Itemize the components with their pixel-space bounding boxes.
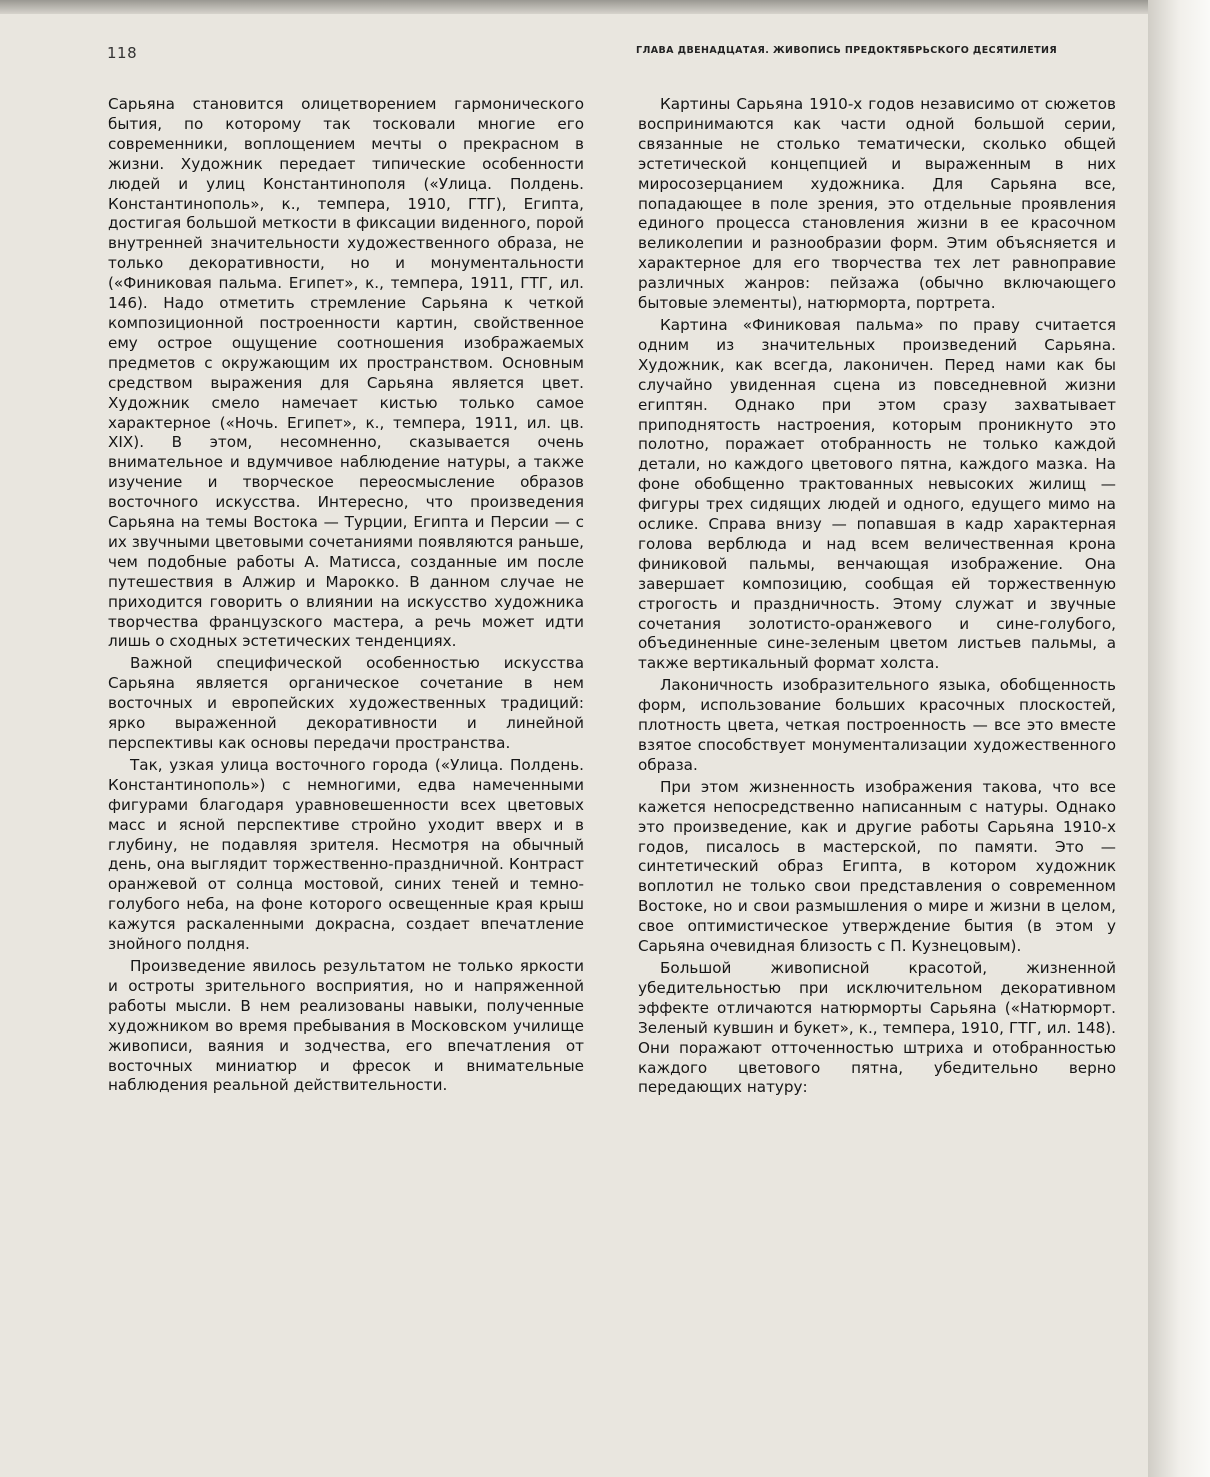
paragraph: Произведение явилось результатом не только яркости и остроты зрительного восприятия, но и напряженной работы мысли. В нем реализованы навыки, полученные художником во время пребывания в Московском училище живописи, ваяния и зодчества, его впечатления от восточных миниатюр и фресок и внимательные наблюдения реальной действительности. [108, 956, 584, 1095]
scan-top-edge [0, 0, 1150, 14]
right-column [638, 95, 1116, 1098]
paragraph: Лаконичность изобразительного языка, обобщенность форм, использование больших красочных плоскостей, плотность цвета, четкая построенность — все это вместе взятое способствует монументализации художественного образа. [638, 676, 1116, 774]
paragraph: При этом жизненность изображения такова, что все кажется непосредственно написанным с натуры. Однако это произведение, как и другие работы Сарьяна 1910-х годов, писалось в мастерской, по памяти. Это — синтетический образ Египта, в котором художник воплотил не только свои представления о современном Востоке, но и свои размышления о мире и жизни в целом, свое оптимистическое утверждение бытия (в этом у Сарьяна очевидная близость с П. Кузнецовым). [638, 777, 1116, 956]
paragraph: Картина «Финиковая пальма» по праву считается одним из значительных произведений Сарьяна. Художник, как всегда, лаконичен. Перед нами как бы случайно увиденная сцена из повседневной жизни египтян. Однако при этом сразу захватывает приподнятость настроения, которым проникнуто это полотно, поражает отобранность не только каждой детали, но каждого цветового пятна, каждого мазка. На фоне обобщенно трактованных невысоких жилищ — фигуры трех сидящих людей и одного, едущего мимо на ослике. Справа внизу — попавшая в кадр характерная голова верблюда и над всем величественная крона финиковой пальмы, венчающая изображение. Она завершает композицию, сообщая ей торжественную строгость и праздничность. Этому служат и звучные сочетания золотисто-оранжевого и сине-голубого, объединенные сине-зеленым цветом листьев пальмы, а также вертикальный формат холста. [638, 315, 1116, 673]
paragraph: Важной специфической особенностью искусства Сарьяна является органическое сочетание в нем восточных и европейских художественных традиций: ярко выраженной декоративности и линейной перспективы как основы передачи пространства. [108, 654, 584, 752]
paragraph: Большой живописной красотой, жизненной убедительностью при исключительном декоративном эффекте отличаются натюрморты Сарьяна («Натюрморт. Зеленый кувшин и букет», к., темпера, 1910, ГТГ, ил. 148). Они поражают отточенностью штриха и отобранностью каждого цветового пятна, убедительно верно передающих натуру: [638, 958, 1116, 1097]
page-number: 118 [107, 44, 138, 62]
left-column [108, 95, 584, 1096]
page-gutter [1148, 0, 1210, 1477]
paragraph: Так, узкая улица восточного города («Улица. Полдень. Константинополь») с немногими, едва намеченными фигурами благодаря уравновешенности всех цветовых масс и ясной перспективе стройно уходит вверх и в глубину, не подавляя зрителя. Несмотря на обычный день, она выглядит торжественно-праздничной. Контраст оранжевой от солнца мостовой, синих теней и темно-голубого неба, на фоне которого освещенные края крыш кажутся раскаленными докрасна, создает впечатление знойного полдня. [108, 755, 584, 954]
paragraph: Картины Сарьяна 1910-х годов независимо от сюжетов воспринимаются как части одной большой серии, связанные не столько тематически, сколько общей эстетической концепцией и выраженным в них миросозерцанием художника. Для Сарьяна все, попадающее в поле зрения, это отдельные проявления единого процесса становления жизни в ее красочном великолепии и разнообразии форм. Этим объясняется и характерное для его творчества тех лет равноправие различных жанров: пейзажа (обычно включающего бытовые элементы), натюрморта, портрета. [638, 95, 1116, 313]
running-head: ГЛАВА ДВЕНАДЦАТАЯ. ЖИВОПИСЬ ПРЕДОКТЯБРЬСКОГО ДЕСЯТИЛЕТИЯ [636, 45, 1058, 56]
paragraph: Сарьяна становится олицетворением гармонического бытия, по которому так тосковали многие его современники, воплощением мечты о прекрасном в жизни. Художник передает типические особенности людей и улиц Константинополя («Улица. Полдень. Константинополь», к., темпера, 1910, ГТГ), Египта, достигая большой меткости в фиксации виденного, порой внутренней значительности художественного образа, не только декоративности, но и монументальности («Финиковая пальма. Египет», к., темпера, 1911, ГТГ, ил. 146). Надо отметить стремление Сарьяна к четкой композиционной построенности картин, свойственное ему острое ощущение соотношения изображаемых предметов с окружающим их пространством. Основным средством выражения для Сарьяна является цвет. Художник смело намечает кистью только самое характерное («Ночь. Египет», к., темпера, 1911, ил. цв. XIX). В этом, несомненно, сказывается очень внимательное и вдумчивое наблюдение натуры, а также изучение и творческое переосмысление образов восточного искусства. Интересно, что произведения Сарьяна на темы Востока — Турции, Египта и Персии — с их звучными цветовыми сочетаниями появляются раньше, чем подобные работы А. Матисса, созданные им после путешествия в Алжир и Марокко. В данном случае не приходится говорить о влиянии на искусство художника творчества французского мастера, а речь может идти лишь о сходных эстетических тенденциях. [108, 95, 584, 651]
